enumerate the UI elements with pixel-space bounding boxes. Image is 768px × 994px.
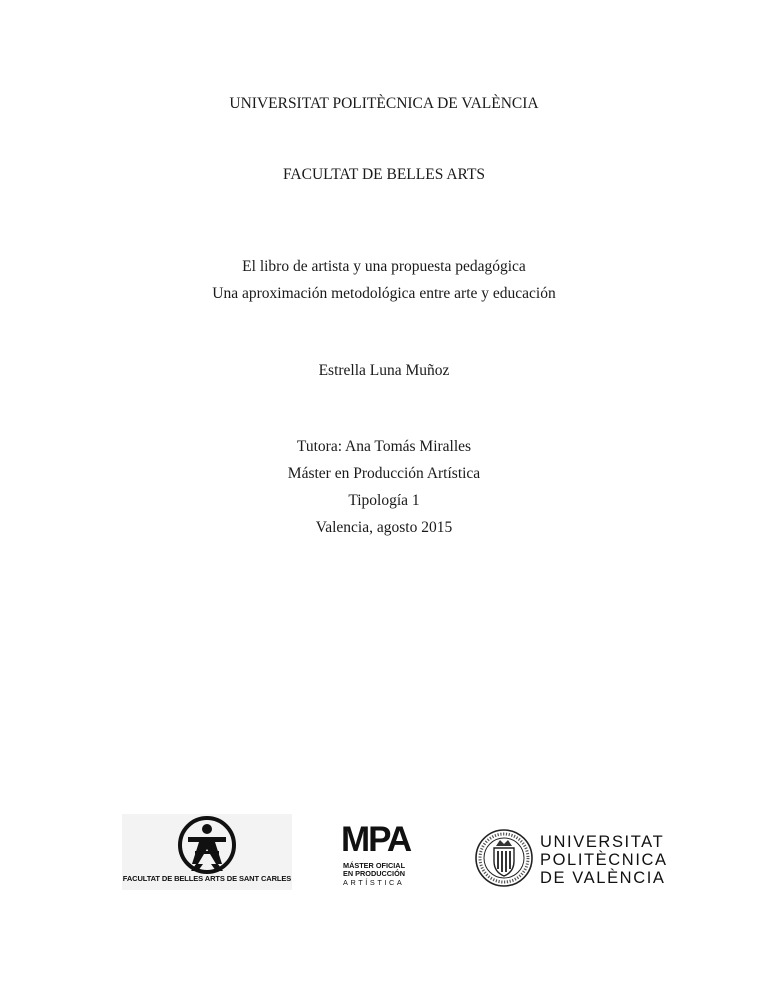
vitruvian-figure-icon — [178, 816, 236, 874]
mpa-line-1: MÁSTER OFICIAL — [343, 861, 406, 870]
university-name: UNIVERSITAT POLITÈCNICA DE VALÈNCIA — [229, 95, 539, 112]
mpa-mark: MPA — [341, 820, 411, 859]
author-name: Estrella Luna Muñoz — [318, 362, 450, 379]
university-seal-icon — [474, 827, 534, 889]
upv-line-2: POLITÈCNICA — [540, 851, 668, 869]
fba-caption: FACULTAT DE BELLES ARTS DE SANT CARLES — [122, 874, 292, 883]
faculty-name: FACULTAT DE BELLES ARTS — [282, 166, 486, 183]
mpa-logo — [337, 822, 429, 888]
mpa-line-2: EN PRODUCCIÓN — [343, 869, 406, 878]
upv-line-3: DE VALÈNCIA — [540, 869, 666, 887]
typology: Tipología 1 — [348, 492, 420, 509]
upv-logo — [474, 827, 668, 891]
tutor-name: Tutora: Ana Tomás Miralles — [296, 438, 472, 455]
thesis-subtitle: Una aproximación metodológica entre arte y educación — [212, 285, 556, 302]
fba-logo — [122, 814, 292, 890]
mpa-line-3: ARTÍSTICA — [343, 878, 405, 887]
place-date: Valencia, agosto 2015 — [315, 519, 453, 536]
master-program: Máster en Producción Artística — [287, 465, 481, 482]
upv-line-1: UNIVERSITAT — [540, 833, 665, 851]
thesis-title: El libro de artista y una propuesta pedagógica — [242, 258, 526, 275]
